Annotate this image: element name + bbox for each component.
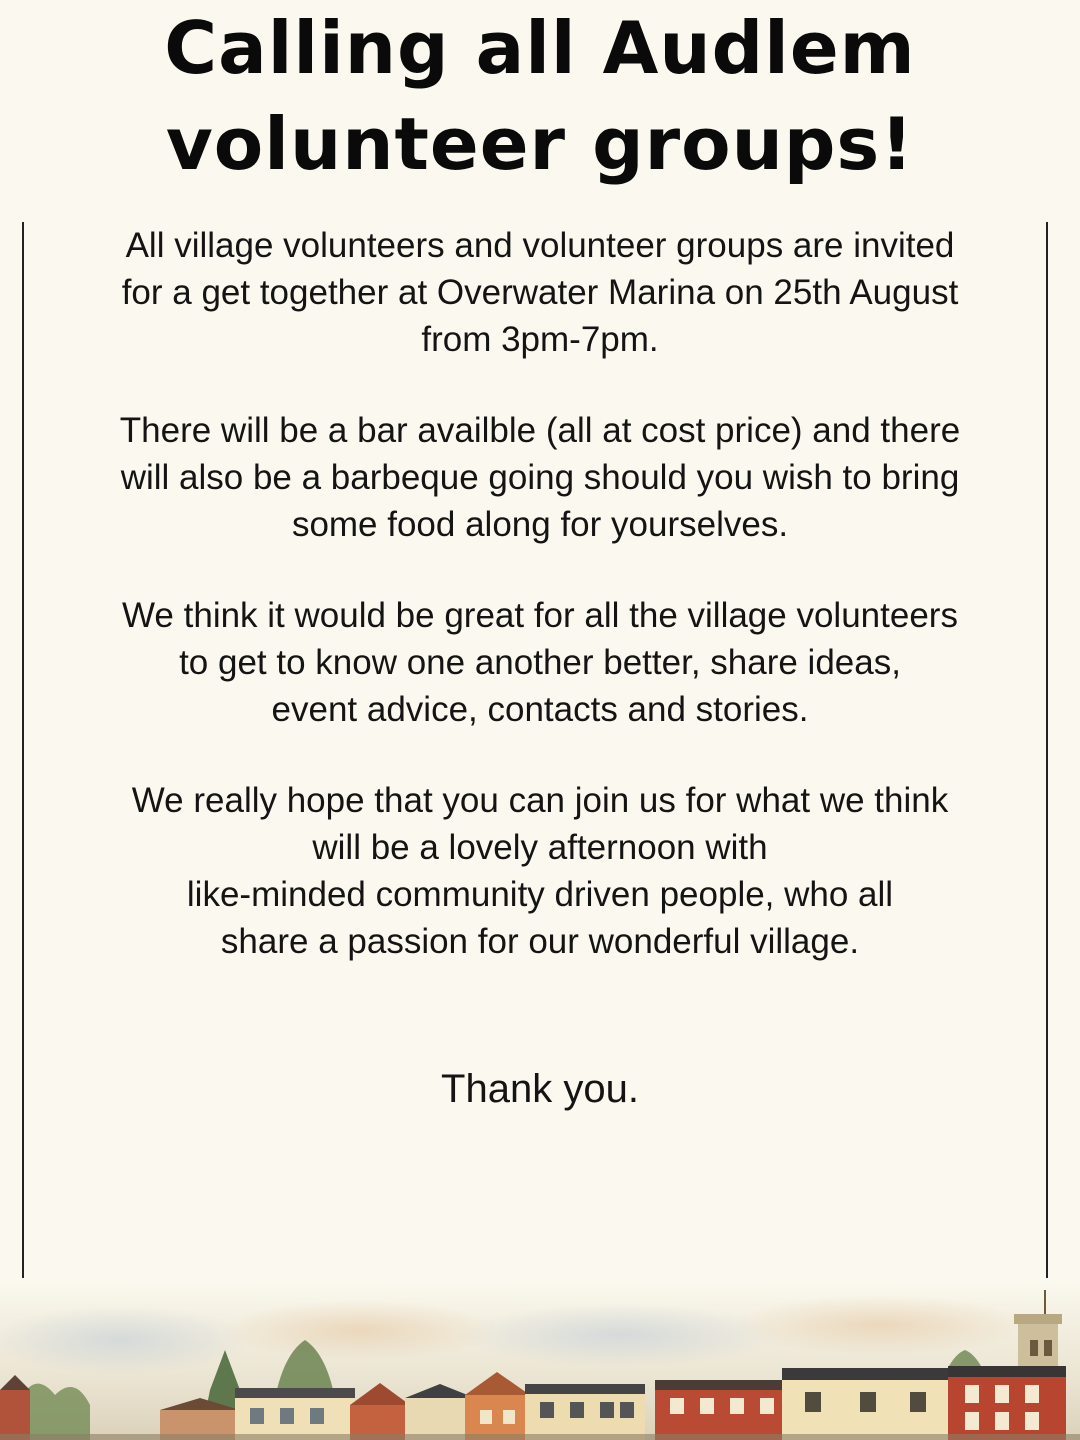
text-line: like-minded community driven people, who all bbox=[186, 875, 894, 914]
village-illustration bbox=[0, 1280, 1080, 1440]
left-border-line bbox=[22, 222, 24, 1278]
text-line: We think it would be great for all the village volunteers bbox=[122, 596, 958, 635]
text-line: will also be a barbeque going should you wish to bring bbox=[120, 458, 960, 497]
invitation-body bbox=[40, 222, 1040, 1009]
closing-thank-you: Thank you. bbox=[441, 1067, 639, 1111]
text-line: will be a lovely afternoon with bbox=[312, 828, 768, 867]
text-line: We really hope that you can join us for what we think bbox=[131, 781, 949, 820]
text-line: for a get together at Overwater Marina on 25th August bbox=[121, 273, 959, 312]
text-line: There will be a bar availble (all at cost price) and there bbox=[119, 411, 961, 450]
paragraph-get-to-know bbox=[40, 592, 1040, 733]
text-line: share a passion for our wonderful village. bbox=[220, 922, 860, 961]
text-line: some food along for yourselves. bbox=[291, 505, 789, 544]
text-line: event advice, contacts and stories. bbox=[271, 690, 809, 729]
text-line: All village volunteers and volunteer groups are invited bbox=[125, 226, 955, 265]
paragraph-bar-barbeque bbox=[40, 407, 1040, 548]
right-border-line bbox=[1046, 222, 1048, 1278]
poster-title bbox=[0, 0, 1080, 192]
text-line: to get to know one another better, share ideas, bbox=[179, 643, 901, 682]
paragraph-join-us bbox=[40, 777, 1040, 965]
text-line: from 3pm-7pm. bbox=[421, 320, 659, 359]
paragraph-invitation bbox=[40, 222, 1040, 363]
title-line-1: Calling all Audlem bbox=[164, 6, 916, 90]
title-line-2: volunteer groups! bbox=[165, 102, 915, 186]
